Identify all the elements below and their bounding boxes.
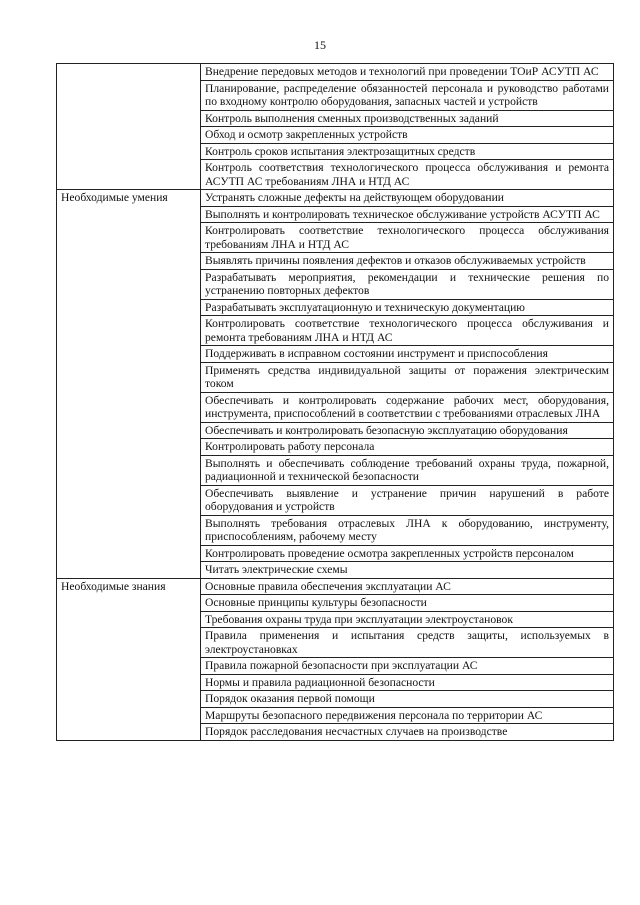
- requirement-item: Контроль сроков испытания электрозащитных средств: [201, 143, 614, 160]
- requirement-item: Разрабатывать эксплуатационную и техническую документацию: [201, 299, 614, 316]
- table-row: [57, 578, 614, 595]
- requirement-item: Порядок расследования несчастных случаев на производстве: [201, 724, 614, 741]
- requirement-item: Обеспечивать выявление и устранение причин нарушений в работе оборудования и устройств: [201, 485, 614, 515]
- requirement-item: Контролировать соответствие технологического процесса обслуживания требованиям ЛНА и НТД АС: [201, 223, 614, 253]
- competency-table-body: [57, 64, 614, 741]
- requirement-item: Основные правила обеспечения эксплуатации АС: [201, 578, 614, 595]
- requirement-item: Внедрение передовых методов и технологий при проведении ТОиР АСУТП АС: [201, 64, 614, 81]
- requirement-item: Контроль выполнения сменных производственных заданий: [201, 110, 614, 127]
- requirement-item: Контролировать проведение осмотра закрепленных устройств персоналом: [201, 545, 614, 562]
- requirement-item: Выполнять и контролировать техническое обслуживание устройств АСУТП АС: [201, 206, 614, 223]
- requirement-item: Планирование, распределение обязанностей персонала и руководство работами по входному контролю оборудования, запасных частей и устройств: [201, 80, 614, 110]
- table-row: [57, 190, 614, 207]
- requirement-item: Маршруты безопасного передвижения персонала по территории АС: [201, 707, 614, 724]
- requirement-item: Правила применения и испытания средств защиты, используемых в электроустановках: [201, 628, 614, 658]
- requirement-item: Разрабатывать мероприятия, рекомендации и технические решения по устранению повторных дефектов: [201, 269, 614, 299]
- section-label: Необходимые умения: [57, 190, 201, 579]
- requirement-item: Нормы и правила радиационной безопасности: [201, 674, 614, 691]
- table-row: [57, 64, 614, 81]
- requirement-item: Устранять сложные дефекты на действующем оборудовании: [201, 190, 614, 207]
- section-label: [57, 64, 201, 190]
- requirement-item: Выявлять причины появления дефектов и отказов обслуживаемых устройств: [201, 253, 614, 270]
- requirement-item: Выполнять требования отраслевых ЛНА к оборудованию, инструменту, приспособлениям, рабочему месту: [201, 515, 614, 545]
- requirement-item: Читать электрические схемы: [201, 562, 614, 579]
- requirement-item: Порядок оказания первой помощи: [201, 691, 614, 708]
- requirement-item: Контролировать работу персонала: [201, 439, 614, 456]
- requirement-item: Обход и осмотр закрепленных устройств: [201, 127, 614, 144]
- requirement-item: Применять средства индивидуальной защиты от поражения электрическим током: [201, 362, 614, 392]
- requirement-item: Обеспечивать и контролировать содержание рабочих мест, оборудования, инструмента, приспособлений в соответствии с требованиями отраслевых ЛНА: [201, 392, 614, 422]
- requirement-item: Поддерживать в исправном состоянии инструмент и приспособления: [201, 346, 614, 363]
- requirement-item: Основные принципы культуры безопасности: [201, 595, 614, 612]
- requirement-item: Выполнять и обеспечивать соблюдение требований охраны труда, пожарной, радиационной и технической безопасности: [201, 455, 614, 485]
- page-number: 15: [314, 38, 326, 52]
- competency-table: [56, 63, 614, 741]
- section-label: Необходимые знания: [57, 578, 201, 740]
- requirement-item: Контролировать соответствие технологического процесса обслуживания и ремонта требованиям ЛНА и НТД АС: [201, 316, 614, 346]
- requirement-item: Контроль соответствия технологического процесса обслуживания и ремонта АСУТП АС требованиям ЛНА и НТД АС: [201, 160, 614, 190]
- requirement-item: Правила пожарной безопасности при эксплуатации АС: [201, 658, 614, 675]
- requirement-item: Обеспечивать и контролировать безопасную эксплуатацию оборудования: [201, 422, 614, 439]
- requirement-item: Требования охраны труда при эксплуатации электроустановок: [201, 611, 614, 628]
